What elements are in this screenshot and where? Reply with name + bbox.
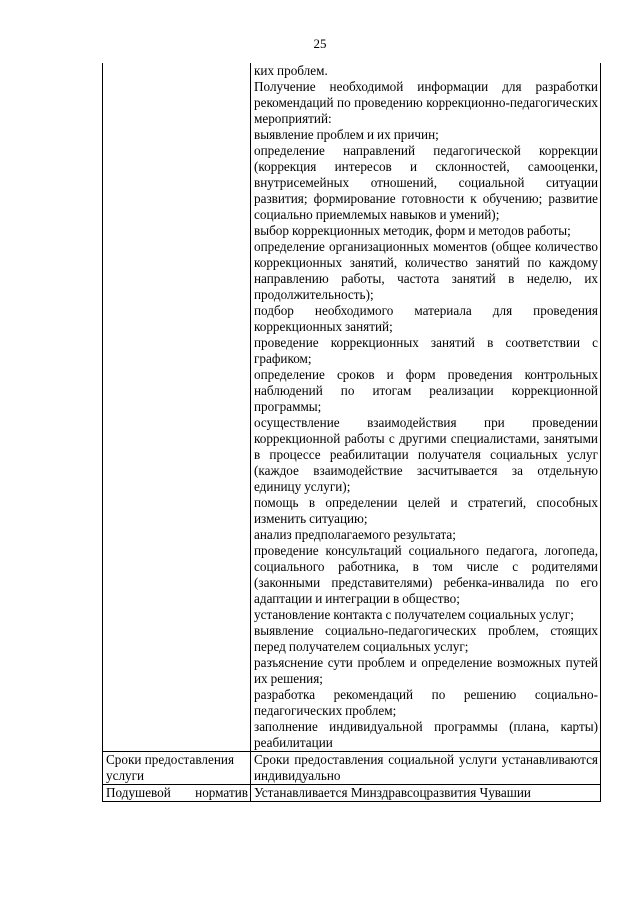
content-paragraph: выявление социально-педагогических проблем, стоящих перед получателем социальных услуг; bbox=[254, 623, 598, 654]
content-paragraph: разработка рекомендаций по решению социально-педагогических проблем; bbox=[254, 687, 598, 718]
content-paragraph: осуществление взаимодействия при проведении коррекционной работы с другими специалистами, занятыми в процессе реабилитации получателя социальных услуг (каждое взаимодействие засчитывается за отдельную единицу услуги); bbox=[254, 415, 598, 494]
content-paragraph: анализ предполагаемого результата; bbox=[254, 527, 456, 542]
content-paragraph: выбор коррекционных методик, форм и методов работы; bbox=[254, 223, 571, 238]
terms-label: Сроки предоставления услуги bbox=[103, 752, 251, 785]
content-paragraph: помощь в определении целей и стратегий, способных изменить ситуацию; bbox=[254, 495, 598, 526]
table-row-content bbox=[103, 63, 601, 752]
content-cell bbox=[251, 63, 601, 752]
content-paragraph: ких проблем. bbox=[254, 63, 328, 78]
content-paragraph: Получение необходимой информации для разработки рекомендаций по проведению коррекционно-педагогических мероприятий: bbox=[254, 79, 598, 126]
table-row-terms bbox=[103, 752, 601, 785]
content-paragraph: подбор необходимого материала для проведения коррекционных занятий; bbox=[254, 303, 598, 334]
content-paragraph: заполнение индивидуальной программы (плана, карты) реабилитации bbox=[254, 719, 598, 750]
page-number: 25 bbox=[313, 36, 327, 51]
table-row-norm bbox=[103, 785, 601, 802]
content-paragraph: определение организационных моментов (общее количество коррекционных занятий, количество занятий по каждому направлению работы, частота занятий в неделю, их продолжительность); bbox=[254, 239, 598, 302]
content-paragraph: проведение консультаций социального педагога, логопеда, социального работника, в том числе с родителями (законными представителями) ребенка-инвалида по его адаптации и интеграции в общество; bbox=[254, 543, 598, 606]
norm-label: Подушевой норматив bbox=[103, 785, 251, 802]
service-table bbox=[102, 63, 601, 802]
label-cell-empty bbox=[103, 63, 251, 752]
content-paragraph: разъяснение сути проблем и определение возможных путей их решения; bbox=[254, 655, 598, 686]
content-paragraph: определение направлений педагогической коррекции (коррекция интересов и склонностей, самооценки, внутрисемейных отношений, социальной ситуации развития; формирование готовности к обучению; развитие социально приемлемых навыков и умений); bbox=[254, 143, 598, 222]
norm-value: Устанавливается Минздравсоцразвития Чувашии bbox=[251, 785, 601, 802]
terms-value: Сроки предоставления социальной услуги устанавливаются индивидуально bbox=[251, 752, 601, 785]
content-paragraph: определение сроков и форм проведения контрольных наблюдений по итогам реализации коррекционной программы; bbox=[254, 367, 598, 414]
content-paragraph: выявление проблем и их причин; bbox=[254, 127, 439, 142]
content-paragraph: установление контакта с получателем социальных услуг; bbox=[254, 607, 574, 622]
content-paragraph: проведение коррекционных занятий в соответствии с графиком; bbox=[254, 335, 598, 366]
